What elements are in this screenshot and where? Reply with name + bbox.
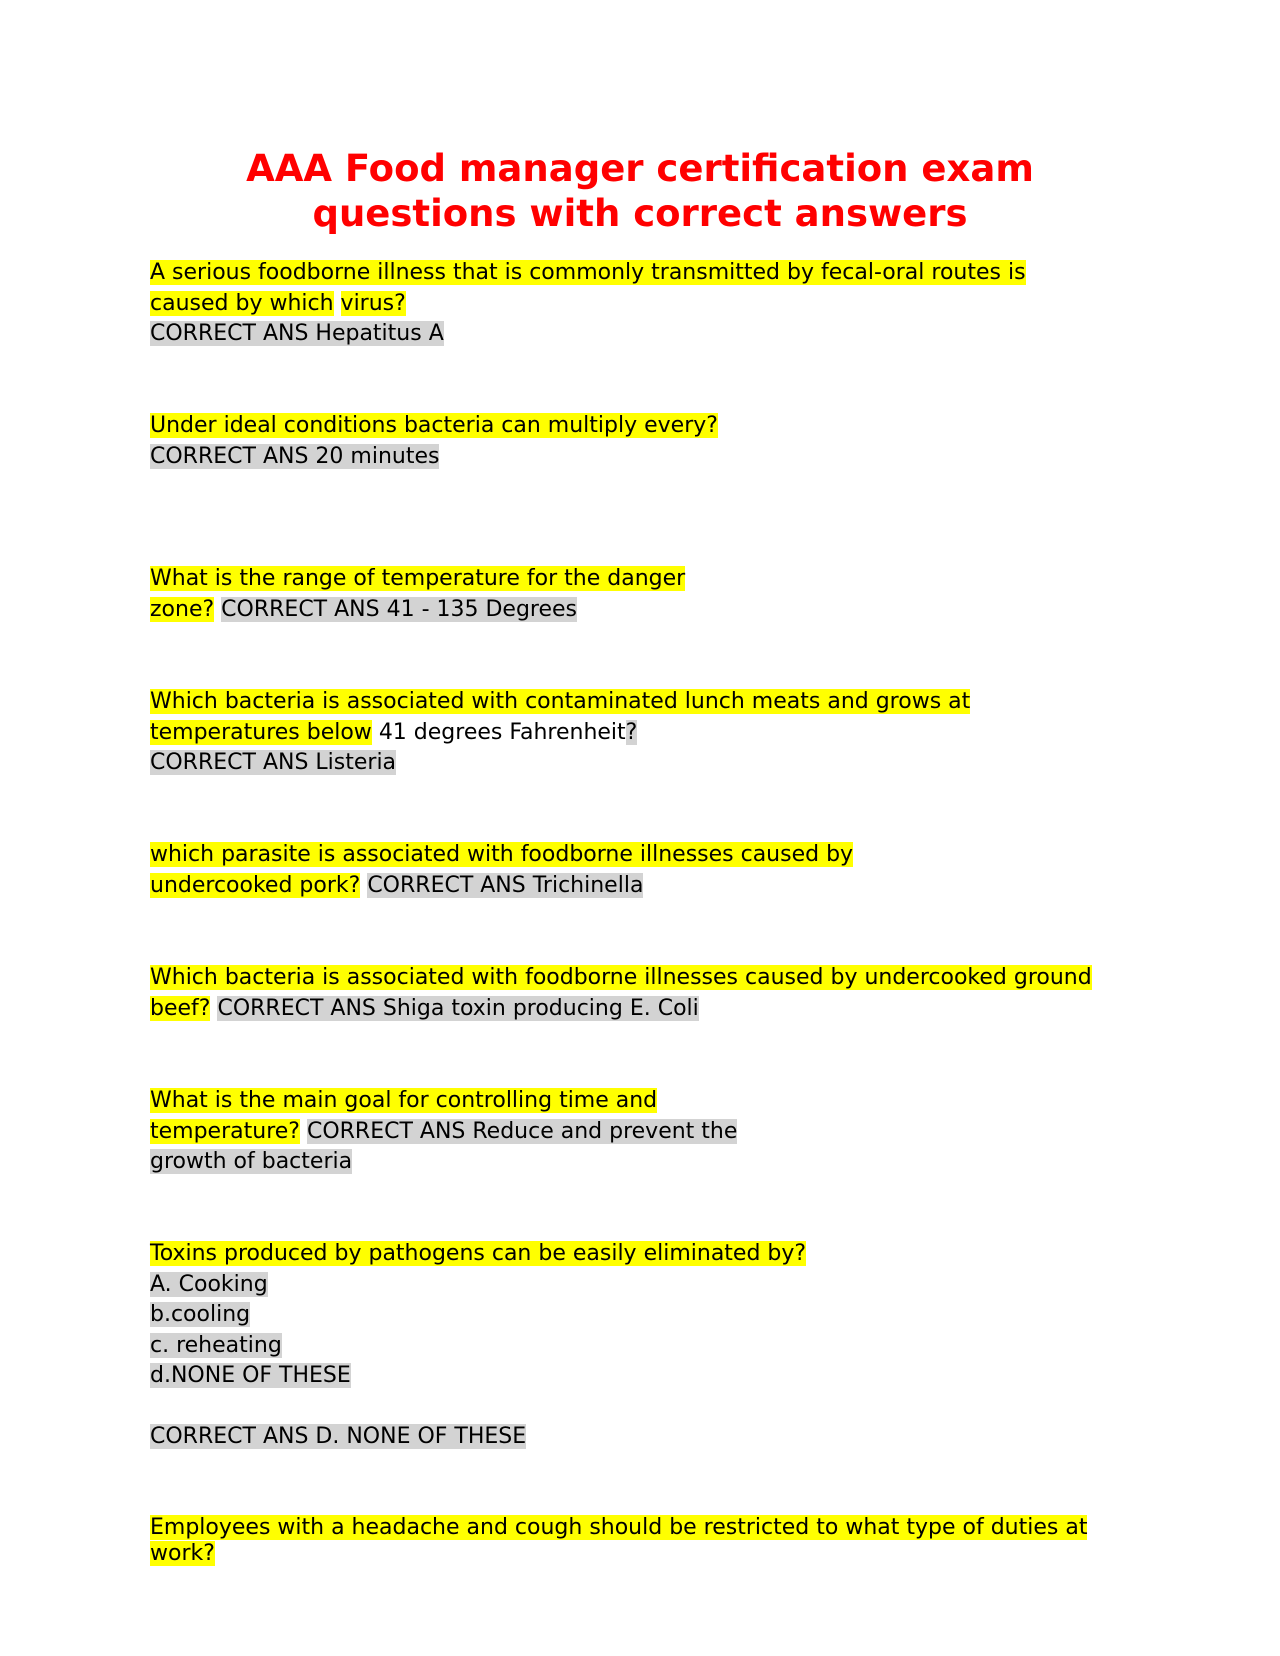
question-6-text: Which bacteria is associated with foodborne illnesses caused by undercooked ground [150,965,1092,990]
question-8 [150,1239,1140,1453]
document-title [150,146,1130,236]
option-b: b.cooling [150,1302,251,1327]
question-3 [150,564,1140,625]
question-8-text: Toxins produced by pathogens can be easily eliminated by? [150,1241,807,1266]
question-9-text-cont: work? [150,1541,215,1566]
title-line-1: AAA Food manager certification exam [246,147,1034,190]
answer-8: CORRECT ANS D. NONE OF THESE [150,1424,527,1449]
question-5-text-cont: undercooked pork? [150,872,361,898]
answer-7: CORRECT ANS Reduce and prevent the [306,1118,738,1144]
question-3-text-cont: zone? [150,596,215,622]
question-1-text-cont: caused by which [150,290,334,316]
answer-5: CORRECT ANS Trichinella [367,872,644,898]
option-a: A. Cooking [150,1271,268,1297]
question-5 [150,840,1140,901]
question-1-text: A serious foodborne illness that is commonly transmitted by fecal-oral routes is [150,260,1026,285]
question-4-text: Which bacteria is associated with contaminated lunch meats and grows at [150,689,971,714]
question-9 [150,1515,1140,1567]
answer-6: CORRECT ANS Shiga toxin producing E. Coli [217,995,699,1021]
question-6 [150,963,1140,1024]
answer-7-cont: growth of bacteria [150,1149,353,1174]
option-c: c. reheating [150,1332,282,1358]
question-3-text: What is the range of temperature for the danger [150,566,686,591]
question-5-text: which parasite is associated with foodborne illnesses caused by [150,842,854,867]
answer-2: CORRECT ANS 20 minutes [150,443,440,469]
question-4-text-cont: temperatures below [150,719,372,745]
question-9-text: Employees with a headache and cough should be restricted to what type of duties at [150,1515,1088,1540]
answer-4: CORRECT ANS Listeria [150,750,397,775]
question-7-text-cont: temperature? [150,1118,300,1144]
answer-3: CORRECT ANS 41 - 135 Degrees [221,596,578,622]
question-1-text-end: virus? [340,290,406,316]
option-d: d.NONE OF THESE [150,1363,351,1388]
title-line-2: questions with correct answers [312,192,968,235]
question-1 [150,258,1140,350]
question-4-plain-text: 41 degrees Fahrenheit [378,719,626,745]
answer-1: CORRECT ANS Hepatitus A [150,321,444,346]
question-6-text-cont: beef? [150,995,211,1021]
question-2 [150,411,1140,472]
question-4 [150,687,1140,779]
question-7 [150,1086,1140,1178]
question-2-text: Under ideal conditions bacteria can multiply every? [150,413,718,438]
question-7-text: What is the main goal for controlling time and [150,1088,658,1113]
question-4-mark: ? [625,719,638,745]
